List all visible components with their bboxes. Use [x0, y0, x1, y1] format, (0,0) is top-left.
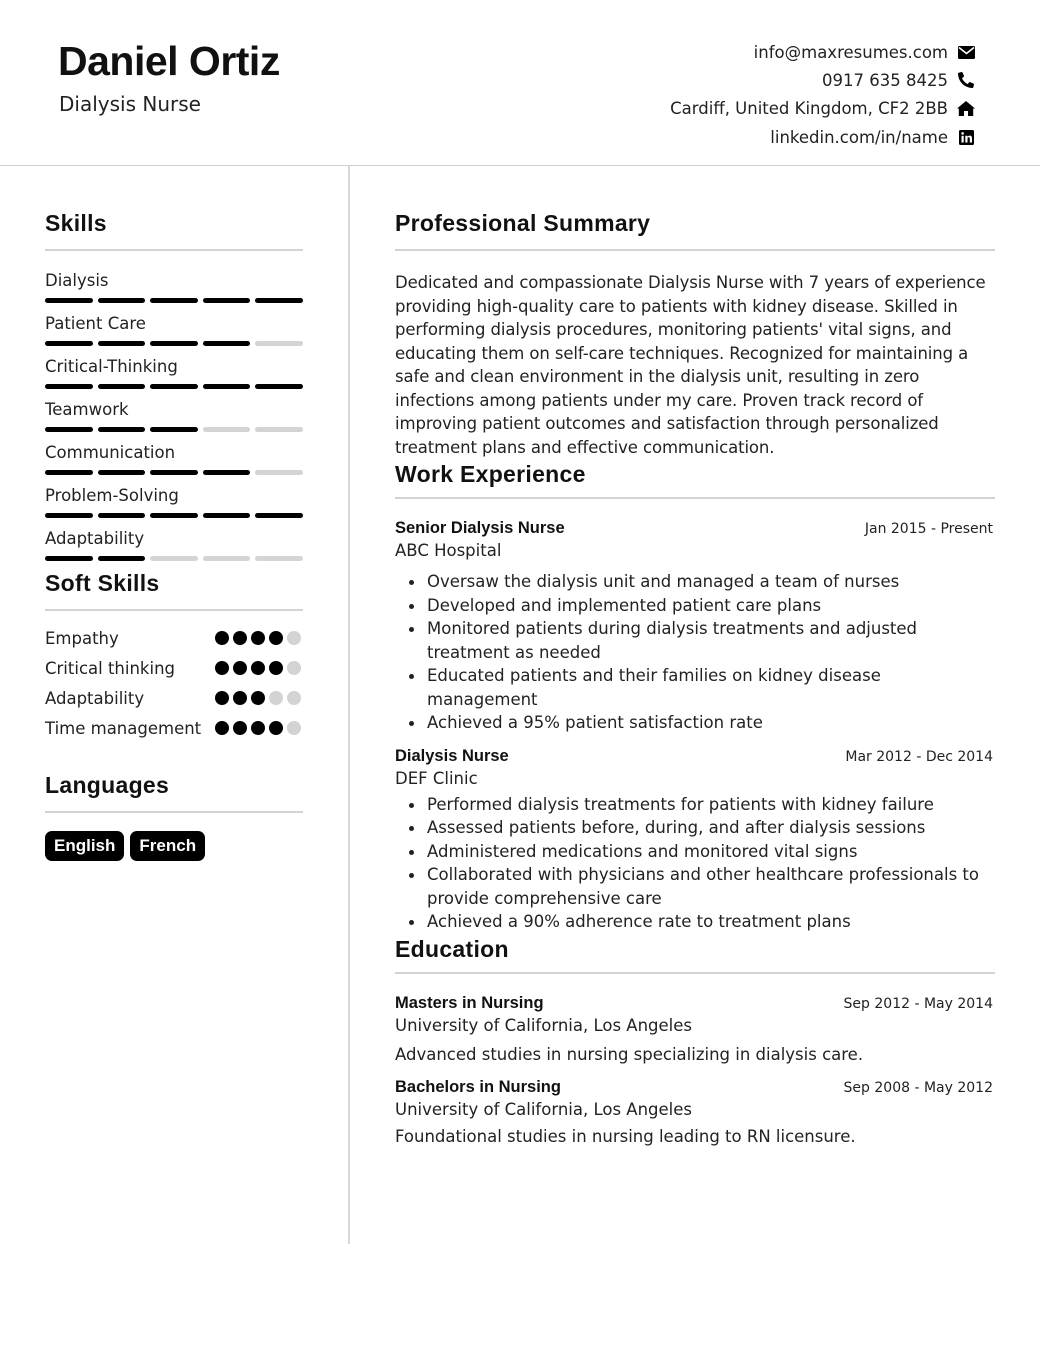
section-divider [45, 249, 303, 251]
rating-dot [233, 631, 247, 645]
rating-dot [233, 721, 247, 735]
language-tag: French [130, 831, 205, 861]
skill-level-segment [203, 298, 251, 303]
skill-level-segment [98, 556, 146, 561]
contact-email-text: info@maxresumes.com [753, 42, 948, 62]
skill-level-segment [203, 427, 251, 432]
skill-label: Patient Care [45, 314, 146, 333]
job-entry [395, 747, 995, 934]
home-icon [956, 100, 976, 118]
rating-dot [251, 691, 265, 705]
job-bullet: Educated patients and their families on kidney disease management [395, 664, 995, 711]
skill-level-segment [150, 470, 198, 475]
soft-skill-label: Time management [45, 719, 202, 738]
resume-header [0, 0, 1040, 166]
education-degree: Masters in Nursing [395, 993, 544, 1012]
skill-label: Communication [45, 443, 176, 462]
soft-skill-rating [215, 661, 301, 675]
skill-label: Critical-Thinking [45, 357, 178, 376]
section-divider [395, 249, 995, 251]
skill-level-segment [255, 341, 303, 346]
job-dates: Mar 2012 - Dec 2014 [845, 748, 993, 765]
soft-skill-rating [215, 721, 301, 735]
rating-dot [287, 691, 301, 705]
job-bullet: Achieved a 90% adherence rate to treatment plans [395, 910, 995, 934]
soft-skill-label: Empathy [45, 629, 119, 648]
job-title: Senior Dialysis Nurse [395, 519, 565, 537]
skill-level-bar [45, 470, 303, 475]
summary-heading: Professional Summary [395, 210, 651, 236]
skill-level-segment [45, 384, 93, 389]
right-column [395, 210, 995, 1146]
candidate-title: Dialysis Nurse [59, 92, 201, 116]
skill-level-segment [45, 427, 93, 432]
skill-label: Dialysis [45, 271, 109, 290]
contact-email[interactable] [670, 38, 976, 66]
section-divider [45, 811, 303, 813]
linkedin-icon [956, 128, 976, 146]
job-entry [395, 519, 995, 735]
education-school: University of California, Los Angeles [395, 1099, 693, 1119]
soft-skill-item [45, 659, 303, 689]
skill-item [45, 271, 303, 314]
contact-phone-text: 0917 635 8425 [822, 70, 948, 90]
section-divider [395, 497, 995, 499]
education-degree: Bachelors in Nursing [395, 1077, 561, 1096]
skill-level-segment [150, 298, 198, 303]
education-dates: Sep 2008 - May 2012 [843, 1079, 993, 1096]
languages-section [45, 772, 303, 861]
skill-level-segment [255, 556, 303, 561]
skill-item [45, 400, 303, 443]
phone-icon [956, 71, 976, 89]
skill-level-segment [150, 341, 198, 346]
skill-level-segment [98, 298, 146, 303]
skill-level-segment [45, 556, 93, 561]
soft-skills-heading: Soft Skills [45, 570, 160, 596]
education-entry [395, 1078, 995, 1146]
soft-skills-section [45, 570, 303, 759]
rating-dot [269, 631, 283, 645]
summary-section [395, 210, 995, 459]
rating-dot [215, 721, 229, 735]
languages-heading: Languages [45, 772, 170, 798]
soft-skill-item [45, 689, 303, 719]
soft-skill-item [45, 629, 303, 659]
skill-level-bar [45, 513, 303, 518]
skill-level-segment [150, 427, 198, 432]
rating-dot [251, 661, 265, 675]
rating-dot [233, 661, 247, 675]
language-tag: English [45, 831, 124, 861]
education-heading: Education [395, 935, 509, 962]
skills-list [45, 271, 303, 572]
job-title: Dialysis Nurse [395, 746, 509, 765]
skills-heading: Skills [45, 210, 107, 236]
education-school: University of California, Los Angeles [395, 1015, 693, 1035]
job-bullet: Administered medications and monitored vital signs [395, 840, 995, 864]
section-divider [395, 972, 995, 974]
skill-item [45, 314, 303, 357]
skill-level-segment [98, 513, 146, 518]
envelope-icon [956, 43, 976, 61]
skill-level-segment [255, 513, 303, 518]
rating-dot [287, 721, 301, 735]
skill-level-bar [45, 341, 303, 346]
skill-item [45, 529, 303, 572]
job-bullet: Oversaw the dialysis unit and managed a team of nurses [395, 570, 995, 594]
skill-level-segment [255, 427, 303, 432]
skill-label: Adaptability [45, 529, 145, 548]
contact-linkedin-text: linkedin.com/in/name [770, 127, 948, 147]
soft-skill-label: Adaptability [45, 689, 145, 708]
skill-label: Problem-Solving [45, 486, 179, 505]
job-bullet: Performed dialysis treatments for patients with kidney failure [395, 793, 995, 817]
skill-item [45, 443, 303, 486]
skill-item [45, 486, 303, 529]
skill-level-segment [150, 384, 198, 389]
job-bullet: Collaborated with physicians and other healthcare professionals to provide comprehensive care [395, 863, 995, 910]
skill-level-segment [255, 298, 303, 303]
education-entry [395, 994, 995, 1064]
skill-item [45, 357, 303, 400]
rating-dot [251, 631, 265, 645]
contact-linkedin[interactable] [670, 123, 976, 151]
job-dates: Jan 2015 - Present [864, 521, 993, 537]
skill-level-bar [45, 298, 303, 303]
skill-level-segment [255, 384, 303, 389]
education-description: Foundational studies in nursing leading to RN licensure. [395, 1126, 856, 1146]
skill-level-segment [98, 470, 146, 475]
job-bullets [395, 793, 995, 934]
education-dates: Sep 2012 - May 2014 [843, 995, 993, 1012]
job-bullet: Monitored patients during dialysis treatments and adjusted treatment as needed [395, 617, 995, 664]
experience-section [395, 461, 995, 934]
contact-phone[interactable] [670, 66, 976, 94]
left-column [45, 210, 303, 855]
soft-skills-list [45, 629, 303, 759]
soft-skill-item [45, 719, 303, 759]
skill-level-bar [45, 384, 303, 389]
skill-level-segment [203, 384, 251, 389]
rating-dot [215, 691, 229, 705]
column-divider [348, 166, 350, 1244]
skill-level-segment [98, 384, 146, 389]
education-section [395, 936, 995, 1146]
rating-dot [287, 631, 301, 645]
contact-address-text: Cardiff, United Kingdom, CF2 2BB [670, 99, 948, 119]
job-bullets [395, 570, 995, 735]
rating-dot [287, 661, 301, 675]
skill-level-segment [150, 513, 198, 518]
skill-level-bar [45, 427, 303, 432]
job-bullet: Achieved a 95% patient satisfaction rate [395, 711, 995, 735]
soft-skill-rating [215, 691, 301, 705]
languages-list [45, 831, 303, 861]
education-description: Advanced studies in nursing specializing in dialysis care. [395, 1044, 864, 1064]
skills-section [45, 210, 303, 572]
skill-level-segment [203, 470, 251, 475]
skill-level-segment [98, 341, 146, 346]
skill-level-segment [150, 556, 198, 561]
rating-dot [215, 631, 229, 645]
rating-dot [269, 691, 283, 705]
job-company: DEF Clinic [395, 768, 478, 788]
rating-dot [251, 721, 265, 735]
skill-level-segment [255, 470, 303, 475]
skill-level-segment [45, 298, 93, 303]
job-bullet: Developed and implemented patient care plans [395, 594, 995, 618]
job-company: ABC Hospital [395, 541, 502, 560]
skill-level-segment [45, 470, 93, 475]
soft-skill-label: Critical thinking [45, 659, 175, 678]
skill-level-segment [45, 341, 93, 346]
rating-dot [269, 661, 283, 675]
rating-dot [233, 691, 247, 705]
contact-list [670, 38, 976, 151]
skill-level-bar [45, 556, 303, 561]
contact-address [670, 95, 976, 123]
summary-text: Dedicated and compassionate Dialysis Nurse with 7 years of experience providing high-quality care to patients with kidney disease. Skilled in performing dialysis procedures, monitoring patients' vital signs, and educating them on self-care techniques. Recognized for maintaining a safe and clean environment in the dialysis unit, resulting in zero infections among patients under my care. Proven track record of improving patient outcomes and satisfaction through personalized treatment plans and effective communication. [395, 273, 986, 457]
experience-heading: Work Experience [395, 461, 586, 487]
skill-level-segment [98, 427, 146, 432]
skill-level-segment [203, 513, 251, 518]
skill-level-segment [203, 556, 251, 561]
rating-dot [215, 661, 229, 675]
skill-label: Teamwork [45, 400, 129, 419]
section-divider [45, 609, 303, 611]
rating-dot [269, 721, 283, 735]
candidate-name: Daniel Ortiz [58, 38, 280, 84]
job-bullet: Assessed patients before, during, and after dialysis sessions [395, 816, 995, 840]
skill-level-segment [45, 513, 93, 518]
skill-level-segment [203, 341, 251, 346]
soft-skill-rating [215, 631, 301, 645]
